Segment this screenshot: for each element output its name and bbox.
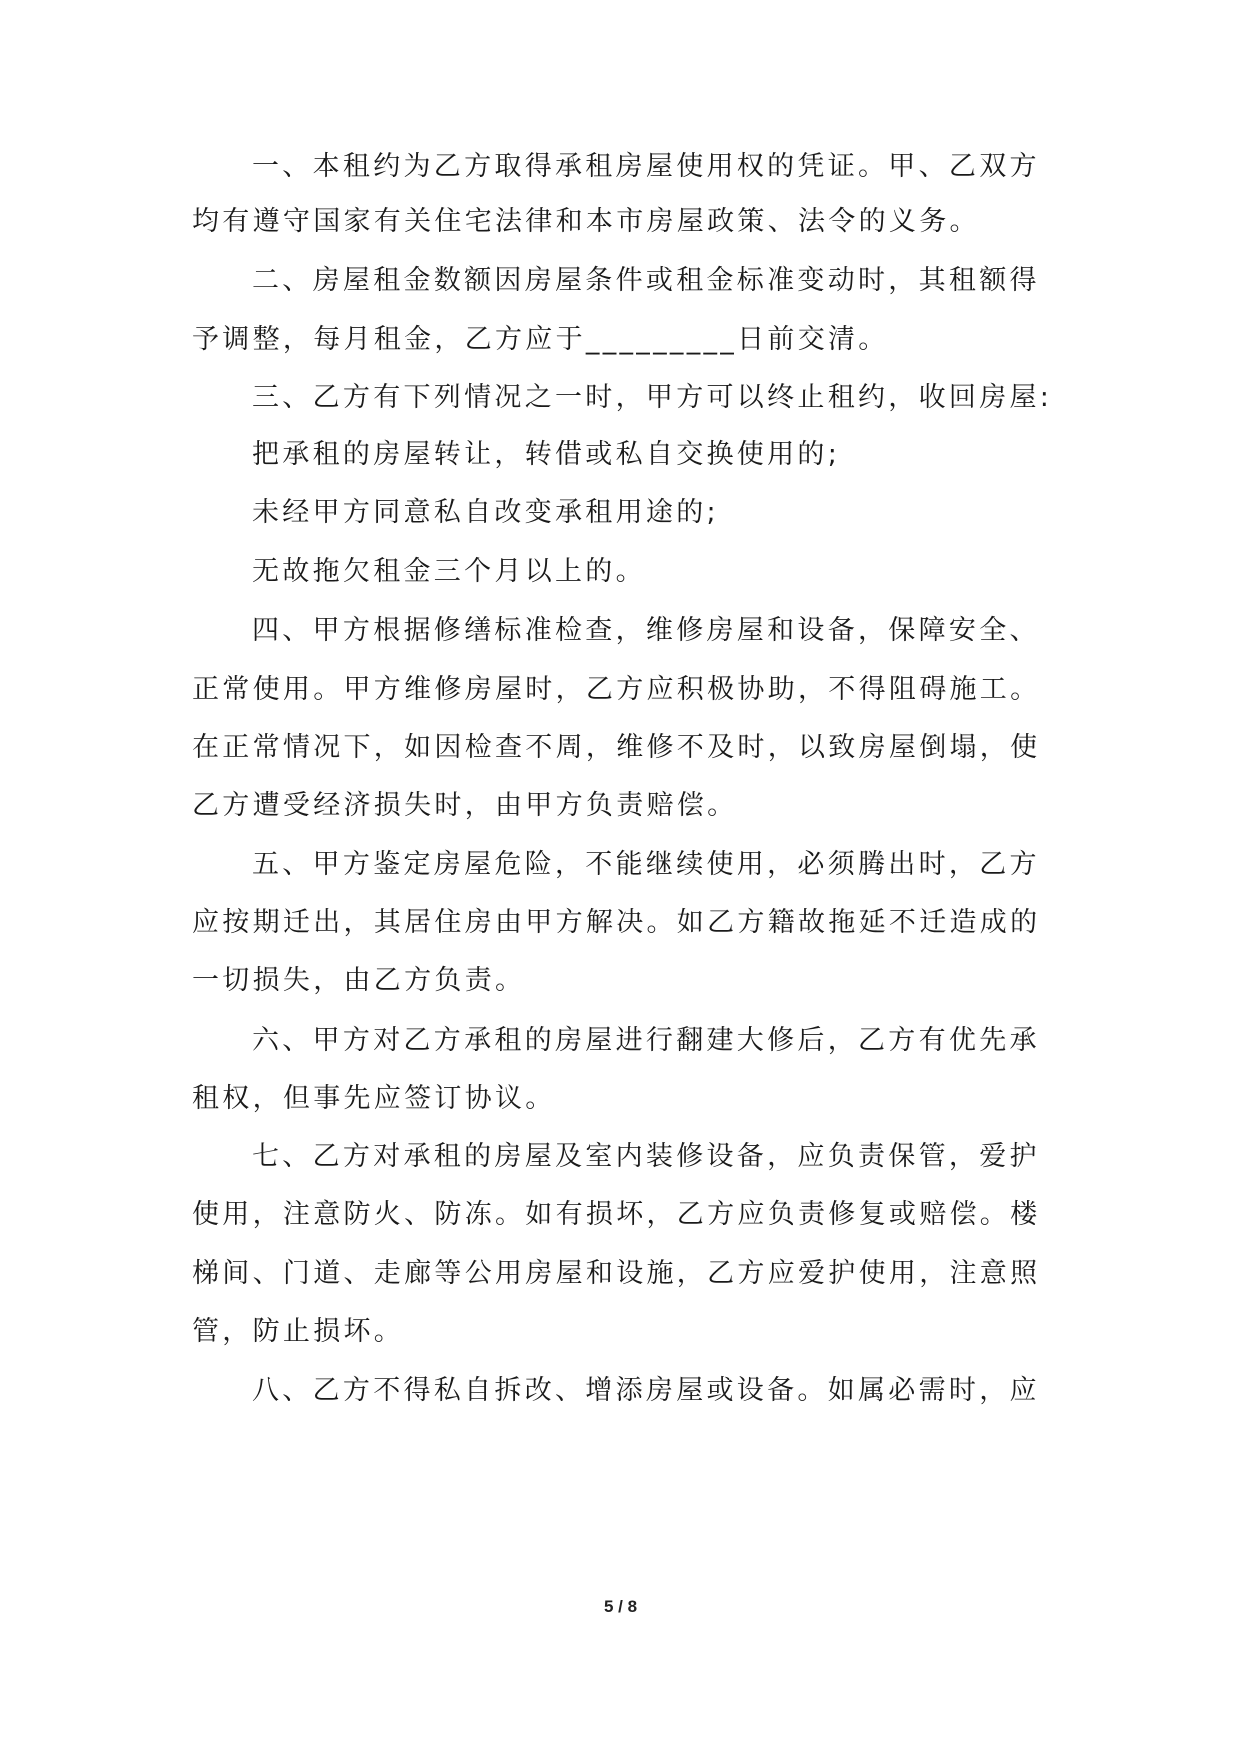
text-line: 正常使用。甲方维修房屋时，乙方应积极协助，不得阻碍施工。	[192, 674, 1041, 705]
text-line: 七、乙方对承租的房屋及室内装修设备，应负责保管，爱护	[252, 1141, 1040, 1172]
text-line: 予调整，每月租金，乙方应于_________日前交清。	[192, 324, 889, 355]
text-line: 四、甲方根据修缮标准检查，维修房屋和设备，保障安全、	[252, 615, 1040, 646]
text-line: 梯间、门道、走廊等公用房屋和设施，乙方应爱护使用，注意照	[192, 1258, 1041, 1289]
text-line: 五、甲方鉴定房屋危险，不能继续使用，必须腾出时，乙方	[252, 849, 1040, 880]
text-line: 八、乙方不得私自拆改、增添房屋或设备。如属必需时，应	[252, 1375, 1040, 1406]
text-line: 三、乙方有下列情况之一时，甲方可以终止租约，收回房屋:	[252, 382, 1053, 413]
text-line: 一、本租约为乙方取得承租房屋使用权的凭证。甲、乙双方	[252, 151, 1040, 182]
text-line: 六、甲方对乙方承租的房屋进行翻建大修后，乙方有优先承	[252, 1025, 1040, 1056]
text-line: 在正常情况下，如因检查不周，维修不及时，以致房屋倒塌，使	[192, 732, 1041, 763]
text-line: 一切损失，由乙方负责。	[192, 965, 526, 996]
text-line: 未经甲方同意私自改变承租用途的;	[252, 497, 719, 528]
text-line: 把承租的房屋转让，转借或私自交换使用的;	[252, 439, 841, 470]
text-line: 均有遵守国家有关住宅法律和本市房屋政策、法令的义务。	[192, 206, 980, 237]
text-line: 无故拖欠租金三个月以上的。	[252, 556, 646, 587]
text-line: 乙方遭受经济损失时，由甲方负责赔偿。	[192, 790, 738, 821]
text-line: 使用，注意防火、防冻。如有损坏，乙方应负责修复或赔偿。楼	[192, 1199, 1041, 1230]
page-number: 5 / 8	[603, 1597, 638, 1616]
text-line: 二、房屋租金数额因房屋条件或租金标准变动时，其租额得	[252, 265, 1040, 296]
text-line: 租权，但事先应签订协议。	[192, 1083, 556, 1114]
text-line: 应按期迁出，其居住房由甲方解决。如乙方籍故拖延不迁造成的	[192, 907, 1041, 938]
text-line: 管，防止损坏。	[192, 1316, 405, 1347]
